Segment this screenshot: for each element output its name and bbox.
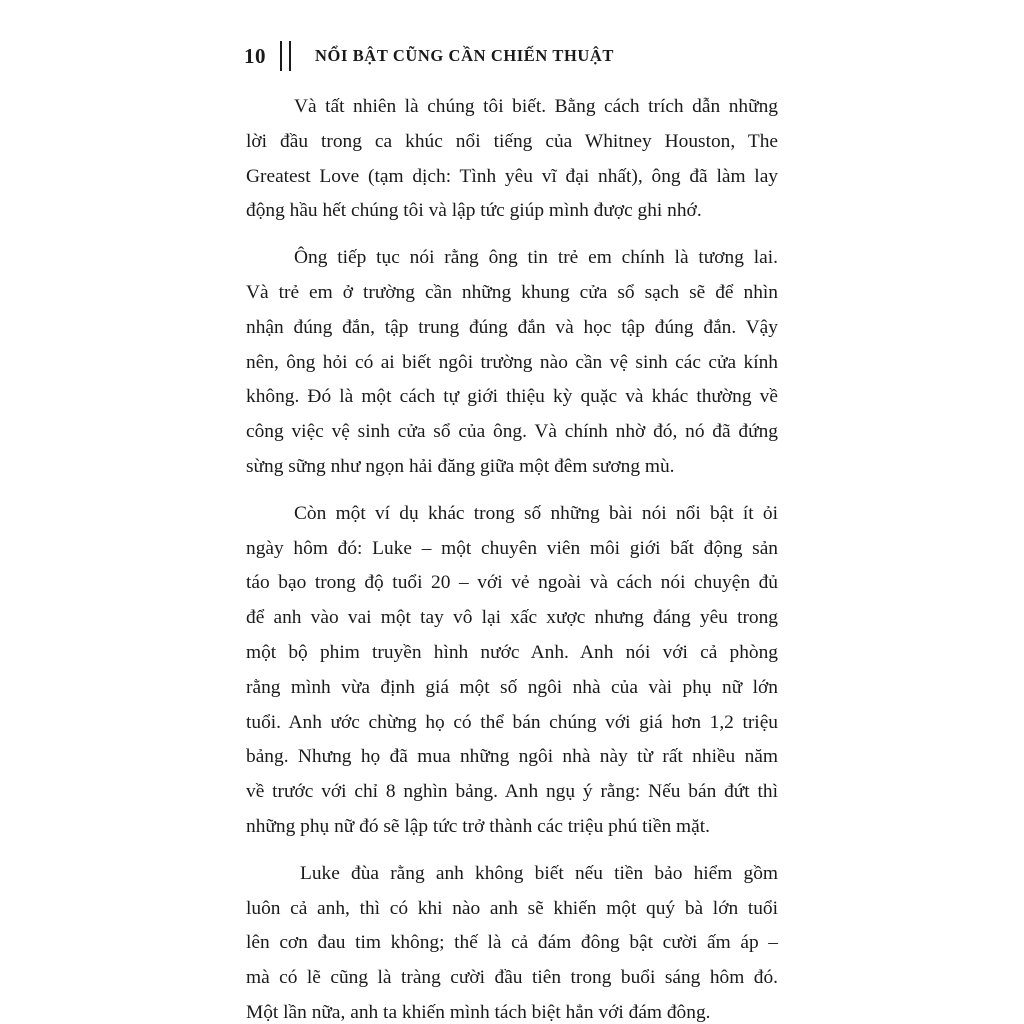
text-line: để anh vào vai một tay vô lại xấc xược nhưng đáng yêu trong (246, 607, 778, 629)
text-line: luôn cả anh, thì có khi nào anh sẽ khiến một quý bà lớn tuổi (246, 897, 778, 919)
text-line: công việc vệ sinh cửa sổ của ông. Và chính nhờ đó, nó đã đứng (246, 421, 778, 443)
text-line: sừng sững như ngọn hải đăng giữa một đêm sương mù. (246, 455, 675, 477)
text-line: nhận đúng đắn, tập trung đúng đắn và học tập đúng đắn. Vậy (246, 316, 778, 338)
text-line: về trước với chỉ 8 nghìn bảng. Anh ngụ ý rằng: Nếu bán đứt thì (246, 781, 778, 803)
text-line: Luke đùa rằng anh không biết nếu tiền bảo hiểm gồm (300, 862, 778, 884)
text-line: Ông tiếp tục nói rằng ông tin trẻ em chính là tương lai. (294, 247, 778, 269)
text-line: rằng mình vừa định giá một số ngôi nhà của vài phụ nữ lớn (246, 676, 778, 698)
text-line: tuổi. Anh ước chừng họ có thể bán chúng với giá hơn 1,2 triệu (246, 711, 778, 733)
header-double-rule (280, 41, 291, 71)
text-line: một bộ phim truyền hình nước Anh. Anh nói với cả phòng (246, 641, 778, 663)
text-line: động hầu hết chúng tôi và lập tức giúp mình được ghi nhớ. (246, 200, 702, 222)
paragraph (246, 241, 778, 485)
body-text (246, 90, 778, 1024)
text-line: mà có lẽ cũng là tràng cười đầu tiên trong buổi sáng hôm đó. (246, 967, 778, 989)
text-line: nên, ông hỏi có ai biết ngôi trường nào cần vệ sinh các cửa kính (246, 351, 778, 373)
text-line: Còn một ví dụ khác trong số những bài nói nổi bật ít ỏi (294, 502, 778, 524)
text-line: Một lần nữa, anh ta khiến mình tách biệt hẳn với đám đông. (246, 1001, 711, 1023)
text-line: Greatest Love (tạm dịch: Tình yêu vĩ đại nhất), ông đã làm lay (246, 165, 778, 187)
paragraph (246, 857, 778, 1024)
text-line: lời đầu trong ca khúc nổi tiếng của Whitney Houston, The (246, 130, 778, 152)
text-line: ngày hôm đó: Luke – một chuyên viên môi giới bất động sản (246, 537, 778, 559)
page-number: 10 (244, 43, 266, 68)
paragraph (246, 497, 778, 845)
text-line: những phụ nữ đó sẽ lập tức trở thành các triệu phú tiền mặt. (246, 815, 710, 837)
text-line: không. Đó là một cách tự giới thiệu kỳ quặc và khác thường về (246, 386, 778, 408)
text-line: lên cơn đau tim không; thế là cả đám đông bật cười ấm áp – (246, 932, 778, 954)
page-header (244, 40, 614, 72)
text-line: bảng. Nhưng họ đã mua những ngôi nhà này từ rất nhiều năm (246, 746, 778, 768)
text-line: táo bạo trong độ tuổi 20 – với vẻ ngoài và cách nói chuyện đủ (246, 572, 778, 594)
text-line: Và trẻ em ở trường cần những khung cửa sổ sạch sẽ để nhìn (246, 281, 778, 303)
text-line: Và tất nhiên là chúng tôi biết. Bằng cách trích dẫn những (294, 96, 778, 117)
running-title: NỔI BẬT CŨNG CẦN CHIẾN THUẬT (315, 46, 615, 65)
paragraph (246, 90, 778, 229)
